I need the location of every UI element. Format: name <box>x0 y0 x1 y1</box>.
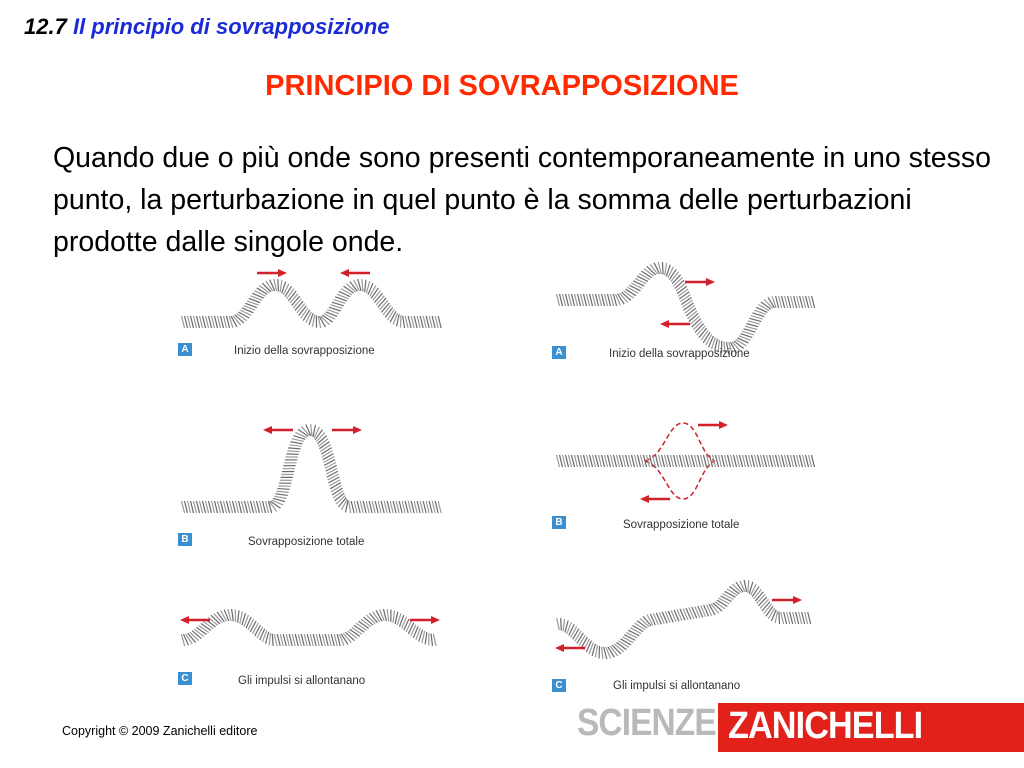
spring-coils <box>557 262 815 354</box>
zanichelli-logo-text: ZANICHELLI <box>728 705 923 747</box>
zanichelli-logo <box>718 703 1024 752</box>
right-panel-b <box>550 415 830 545</box>
arrow-left-icon <box>340 269 370 277</box>
scienze-logo: SCIENZE <box>577 702 716 744</box>
main-title: PRINCIPIO DI SOVRAPPOSIZIONE <box>265 70 739 102</box>
arrow-left-icon <box>555 644 585 652</box>
slide-header <box>24 14 390 40</box>
arrow-right-icon <box>410 616 440 624</box>
panel-badge: B <box>552 516 566 529</box>
panel-badge: C <box>552 679 566 692</box>
panel-caption: Sovrapposizione totale <box>623 519 740 531</box>
arrow-right-icon <box>698 421 728 429</box>
spring-coils <box>182 279 442 328</box>
left-panel-a <box>175 260 455 370</box>
arrow-left-icon <box>263 426 293 434</box>
panel-caption: Gli impulsi si allontanano <box>613 680 741 692</box>
arrow-left-icon <box>640 495 670 503</box>
panel-caption: Sovrapposizione totale <box>248 536 365 548</box>
panel-caption: Inizio della sovrapposizione <box>234 345 375 357</box>
section-title: Il principio di sovrapposizione <box>72 14 390 39</box>
spring-wave <box>183 430 440 507</box>
spring-coils <box>182 424 442 513</box>
left-panel-c <box>175 595 455 695</box>
arrow-right-icon <box>772 596 802 604</box>
spring-coils <box>557 580 811 659</box>
panel-caption: Inizio della sovrapposizione <box>609 348 750 360</box>
arrow-right-icon <box>332 426 362 434</box>
copyright-text: Copyright © 2009 Zanichelli editore <box>62 724 258 738</box>
panel-badge: A <box>178 343 192 356</box>
arrow-left-icon <box>660 320 690 328</box>
spring-wave <box>183 615 435 640</box>
left-panel-b <box>175 415 455 555</box>
section-number: 12.7 <box>24 14 67 39</box>
right-panel-c <box>550 578 830 698</box>
spring-coils <box>181 609 436 646</box>
panel-badge: B <box>178 533 192 546</box>
right-panel-a <box>550 260 830 370</box>
arrow-right-icon <box>257 269 287 277</box>
arrow-right-icon <box>685 278 715 286</box>
left-panel-b-figure <box>175 415 455 555</box>
spring-coils <box>557 455 815 467</box>
body-text: Quando due o più onde sono presenti contemporaneamente in uno stesso punto, la perturbazione in quel punto è la somma delle perturbazioni prodotte dalle singole onde. <box>53 142 991 258</box>
panel-badge: C <box>178 672 192 685</box>
panel-caption: Gli impulsi si allontanano <box>238 675 366 687</box>
panel-badge: A <box>552 346 566 359</box>
